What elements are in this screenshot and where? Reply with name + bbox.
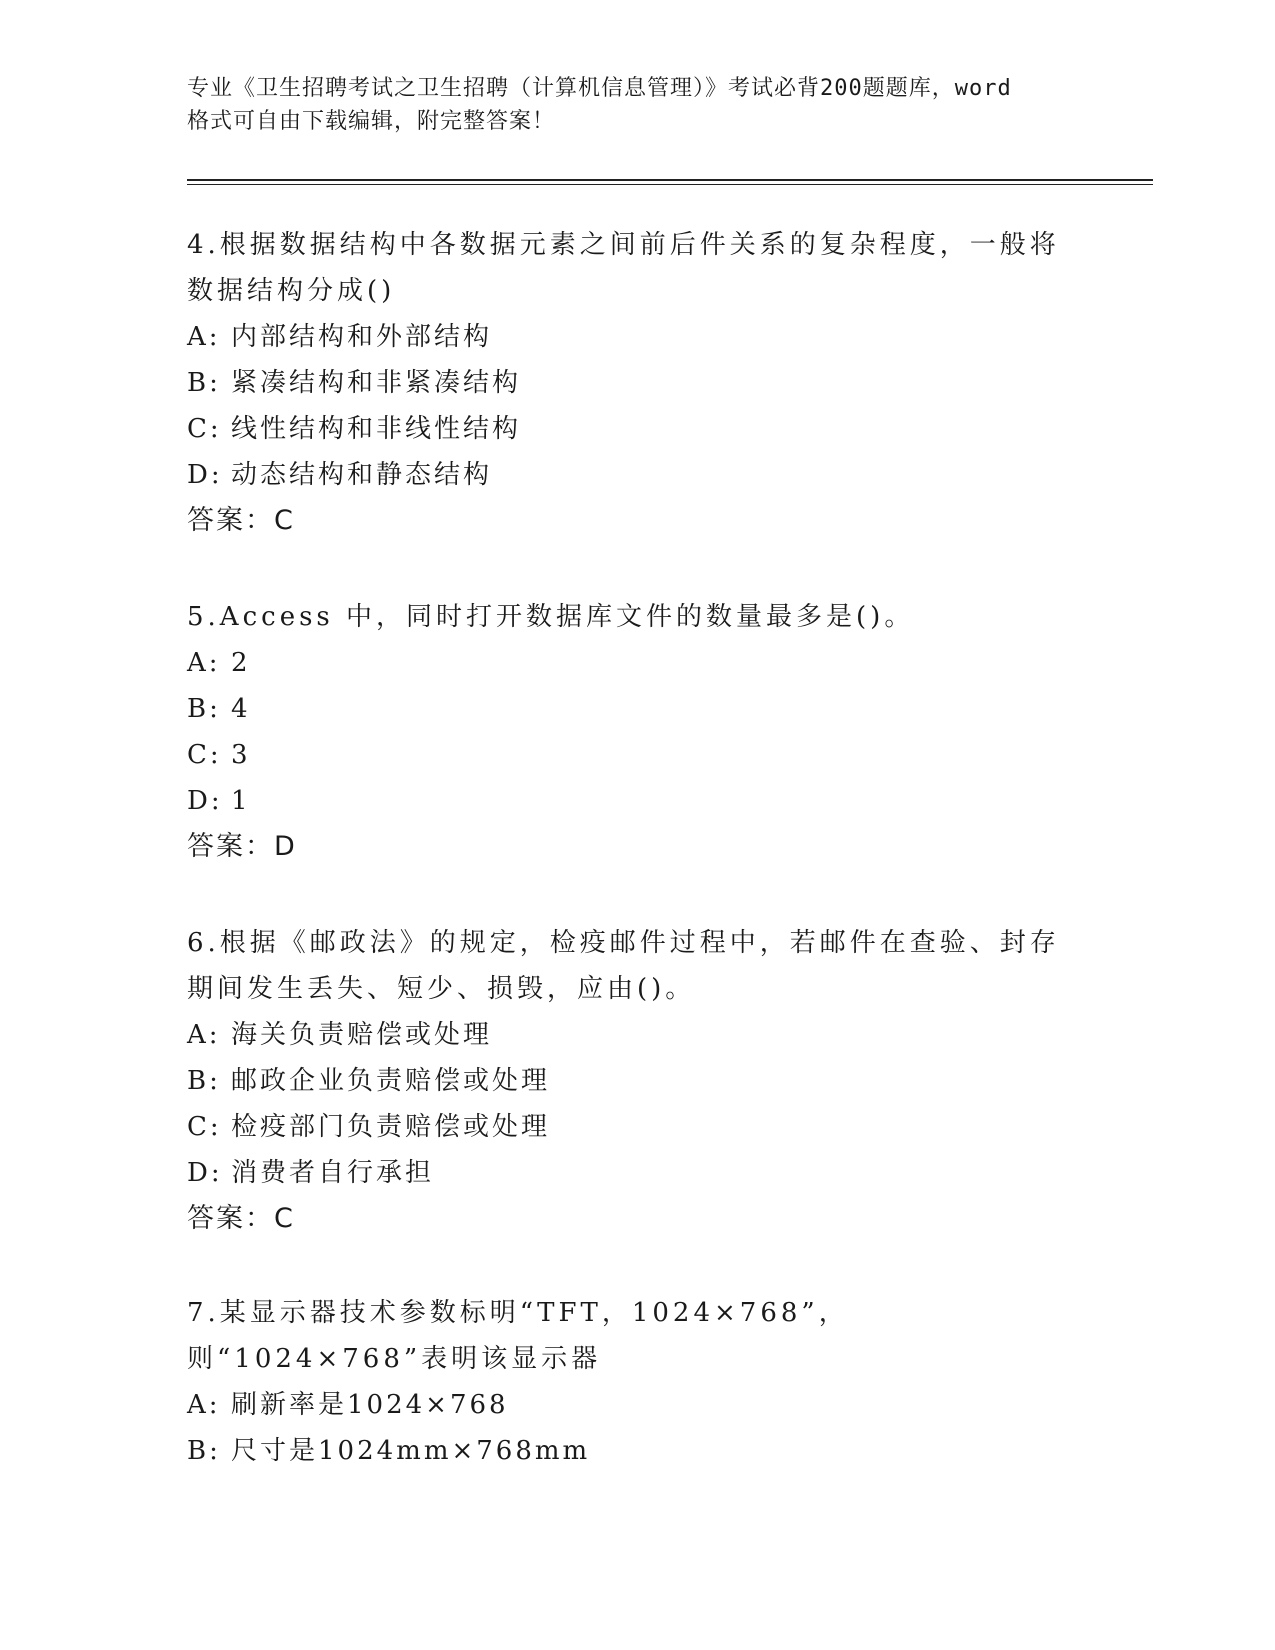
option-label: C: <box>187 1112 222 1142</box>
option-c <box>187 406 1087 452</box>
option-text: 线性结构和非线性结构 <box>231 414 522 444</box>
option-label: D: <box>187 460 223 490</box>
question-7 <box>187 1290 1087 1474</box>
option-text: 消费者自行承担 <box>231 1158 435 1188</box>
answer: 答案：C <box>187 505 295 536</box>
question-4 <box>187 222 1087 544</box>
option-text: 刷新率是1024×768 <box>231 1390 509 1420</box>
option-text: 2 <box>231 648 251 678</box>
option-a <box>187 640 1087 686</box>
option-text: 海关负责赔偿或处理 <box>231 1020 493 1050</box>
option-label: C: <box>187 740 222 770</box>
header-divider-thin <box>187 184 1153 185</box>
question-6 <box>187 920 1087 1242</box>
option-text: 4 <box>231 694 251 724</box>
document-header <box>187 72 1087 138</box>
option-b <box>187 360 1087 406</box>
option-b <box>187 1058 1087 1104</box>
option-text: 尺寸是1024mm×768mm <box>231 1436 591 1466</box>
option-b <box>187 1428 1087 1474</box>
option-label: A: <box>187 322 221 352</box>
option-text: 1 <box>231 786 251 816</box>
question-5 <box>187 594 1087 870</box>
header-line-2: 格式可自由下载编辑，附完整答案！ <box>187 109 556 134</box>
option-label: D: <box>187 786 223 816</box>
option-b <box>187 686 1087 732</box>
option-a <box>187 314 1087 360</box>
option-text: 动态结构和静态结构 <box>231 460 493 490</box>
option-d <box>187 1150 1087 1196</box>
option-a <box>187 1382 1087 1428</box>
option-c <box>187 1104 1087 1150</box>
option-label: A: <box>187 1020 221 1050</box>
option-label: B: <box>187 1066 221 1096</box>
option-a <box>187 1012 1087 1058</box>
header-line-1: 专业《卫生招聘考试之卫生招聘（计算机信息管理）》考试必背200题题库，word <box>187 76 1012 101</box>
option-text: 邮政企业负责赔偿或处理 <box>231 1066 551 1096</box>
option-c <box>187 732 1087 778</box>
header-divider <box>187 179 1153 181</box>
question-text: 4.根据数据结构中各数据元素之间前后件关系的复杂程度，一般将数据结构分成() <box>187 230 1060 306</box>
option-label: A: <box>187 648 221 678</box>
option-label: C: <box>187 414 222 444</box>
option-d <box>187 778 1087 824</box>
question-text: 5.Access 中，同时打开数据库文件的数量最多是()。 <box>187 602 915 632</box>
option-d <box>187 452 1087 498</box>
question-text: 7.某显示器技术参数标明“TFT，1024×768”，则“1024×768”表明该显示器 <box>187 1298 849 1374</box>
option-label: B: <box>187 1436 221 1466</box>
option-label: A: <box>187 1390 221 1420</box>
option-text: 内部结构和外部结构 <box>231 322 493 352</box>
option-label: B: <box>187 694 221 724</box>
option-text: 检疫部门负责赔偿或处理 <box>231 1112 551 1142</box>
question-text: 6.根据《邮政法》的规定，检疫邮件过程中，若邮件在查验、封存期间发生丢失、短少、损毁，应由()。 <box>187 928 1060 1004</box>
option-text: 紧凑结构和非紧凑结构 <box>231 368 522 398</box>
option-text: 3 <box>231 740 251 770</box>
option-label: B: <box>187 368 221 398</box>
answer: 答案：C <box>187 1203 295 1234</box>
answer: 答案：D <box>187 831 297 862</box>
option-label: D: <box>187 1158 223 1188</box>
